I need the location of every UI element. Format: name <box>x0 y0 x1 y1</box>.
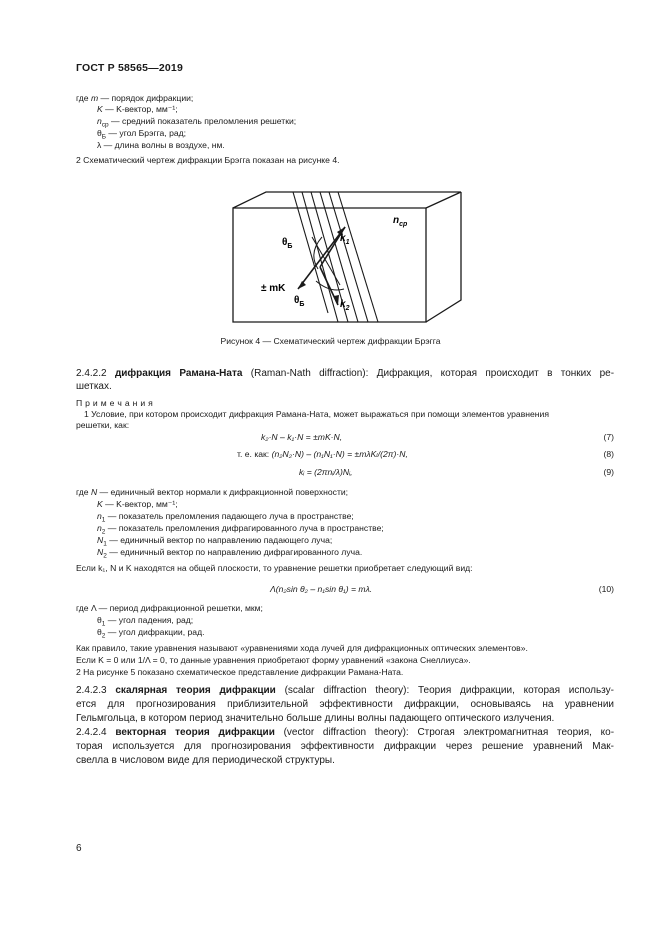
plane-condition-line: Если k₁, N и K находятся на общей плоскости, то уравнение решетки приобретает следующий вид: <box>76 563 473 573</box>
definition-line: $N_1$ — единичный вектор по направлению падающего луча; <box>97 535 333 548</box>
label-k2: $k_2$ <box>340 299 350 312</box>
definition-line: $n_1$ — показатель преломления падающего луча в пространстве; <box>97 511 354 524</box>
remark-line-1: Как правило, такие уравнения называют «уравнениями хода лучей для дифракционных оптических элементов». <box>76 643 528 653</box>
label-k1: $k_1$ <box>340 233 350 246</box>
definition-line: $n_{ср}$ — средний показатель преломления решетки; <box>97 116 297 129</box>
definition-line: K — K-вектор, мм⁻¹; <box>97 499 178 509</box>
remark-line-3: 2 На рисунке 5 показано схематическое представление дифракции Рамана-Ната. <box>76 667 404 677</box>
arrowhead-mK <box>298 281 306 289</box>
definition-line: где N — единичный вектор нормали к дифракционной поверхности; <box>76 487 349 497</box>
equation-9: kᵢ = (2πnᵢ/λ)Nᵢ, <box>299 467 353 477</box>
grating-fringes <box>293 192 378 322</box>
equation-7-number: (7) <box>603 432 614 442</box>
block-side-face <box>426 192 461 322</box>
label-n-avg: $n_{ср}$ <box>393 215 408 228</box>
definition-line: $n_2$ — показатель преломления дифрагированного луча в пространстве; <box>97 523 384 536</box>
equation-7: k₂·N – k₁·N = ±mK·N, <box>261 432 343 442</box>
note-1-line-2: решетки, как: <box>76 420 130 430</box>
equation-9-number: (9) <box>603 467 614 477</box>
equation-8-number: (8) <box>603 449 614 459</box>
document-header: ГОСТ Р 58565—2019 <box>76 62 184 74</box>
equation-10-number: (10) <box>598 584 614 594</box>
figure-caption: Рисунок 4 — Схематический чертеж дифракции Брэгга <box>220 336 441 346</box>
note-1-line-1: 1 Условие, при котором происходит дифракция Рамана-Ната, может выражаться при помощи элементов уравнения <box>84 409 549 419</box>
definition-line: $\theta_1$ — угол падения, рад; <box>97 615 194 628</box>
section-2-4-2-3-line-3: Гельмгольца, в котором период значительно больше длины волны падающего оптического излучения. <box>76 713 555 724</box>
label-theta-bottom: $\theta_Б$ <box>294 295 305 308</box>
section-2-4-2-3: 2.4.2.3 скалярная теория дифракции (scalar diffraction theory): Теория дифракции, которая использу- <box>76 685 614 696</box>
definition-line: где Λ — период дифракционной решетки, мкм; <box>76 603 263 613</box>
notes-title: П р и м е ч а н и я <box>76 398 154 408</box>
label-theta-top: $\theta_Б$ <box>282 237 293 250</box>
page-number: 6 <box>76 843 82 854</box>
section-2-4-2-2-cont: шетках. <box>76 381 112 392</box>
definition-line: $\theta_Б$ — угол Брэгга, рад; <box>97 128 187 141</box>
equation-10: Λ(n₂sin θ₂ – n₁sin θ₁) = mλ. <box>270 584 373 594</box>
bragg-diffraction-figure <box>0 185 661 325</box>
definition-line: K — K-вектор, мм⁻¹; <box>97 104 178 114</box>
section-2-4-2-2: 2.4.2.2 дифракция Рамана-Ната (Raman-Nath diffraction): Дифракция, которая происходит в тонких ре- <box>76 368 615 379</box>
equation-8: т. е. как: (n₂N₂·N) – (n₁N₁·N) = ±mλKₗ/(2π)·N, <box>237 449 408 459</box>
remark-line-2: Если K = 0 или 1/Λ = 0, то данные уравнения приобретают форму уравнений «закона Снеллиуса». <box>76 655 471 665</box>
definition-line: $\theta_2$ — угол дифракции, рад. <box>97 627 205 640</box>
note-figure-reference: 2 Схематический чертеж дифракции Брэгга показан на рисунке 4. <box>76 155 340 165</box>
label-mK: ± mK <box>261 283 286 294</box>
block-top-face <box>233 192 461 208</box>
section-2-4-2-4-line-3: свелла в числовом виде для периодической структуры. <box>76 755 335 766</box>
definition-line: где m — порядок дифракции; <box>76 93 194 103</box>
section-2-4-2-4-line-2: торая используется для прогнозирования эффективности дифракции через решение уравнений Мак- <box>76 741 614 752</box>
definition-line: λ — длина волны в воздухе, нм. <box>97 140 225 150</box>
section-2-4-2-3-line-2: ется для прогнозирования приблизительной эффективности дифракции, основываясь на уравнении <box>76 699 614 710</box>
vector-mK <box>298 227 345 289</box>
section-2-4-2-4: 2.4.2.4 векторная теория дифракции (vector diffraction theory): Строгая электромагнитная теория, ко- <box>76 727 615 738</box>
definition-line: $N_2$ — единичный вектор по направлению дифрагированного луча. <box>97 547 363 560</box>
